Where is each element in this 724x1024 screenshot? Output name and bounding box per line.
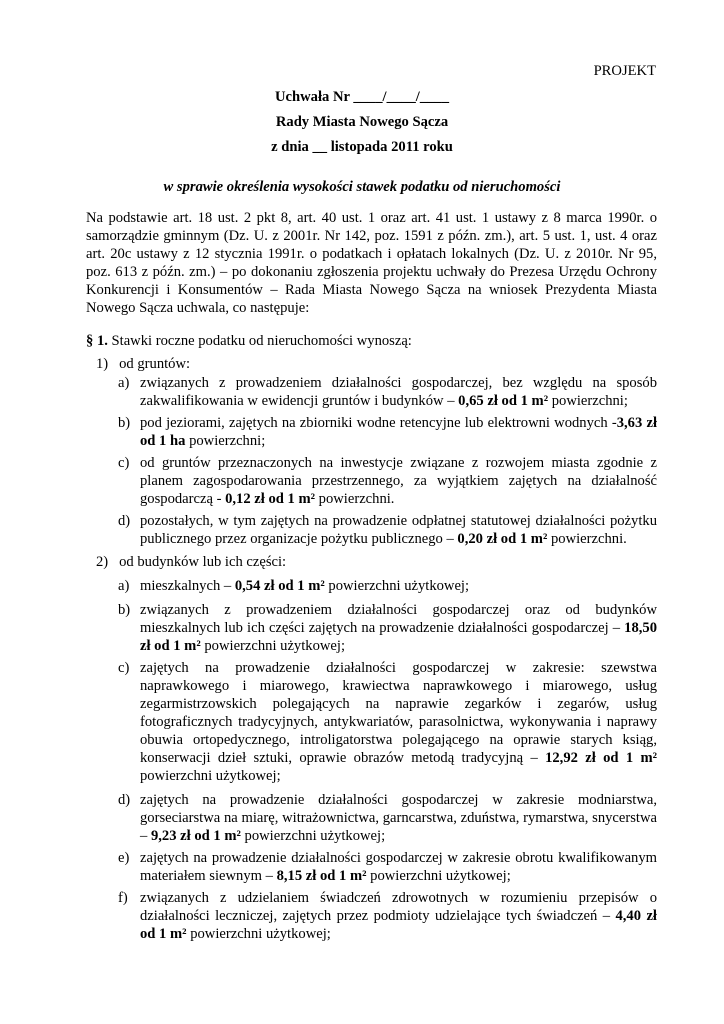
rate-value: 4,40 zł od 1 m² bbox=[140, 908, 657, 942]
rate-value: 0,20 zł od 1 m² bbox=[457, 531, 548, 547]
list-item-2b bbox=[118, 601, 657, 655]
item-text: pod jeziorami, zajętych na zbiorniki wodne retencyjne lub elektrowni wodnych - bbox=[140, 415, 617, 431]
item-tail: powierzchni użytkowej; bbox=[200, 638, 346, 654]
item-tail: powierzchni. bbox=[315, 491, 395, 507]
group-1-label: 1) bbox=[96, 356, 109, 372]
rate-value: 8,15 zł od 1 m² bbox=[276, 868, 367, 884]
item-label: b) bbox=[118, 415, 131, 431]
item-text: pozostałych, w tym zajętych na prowadzenie odpłatnej statutowej działalności pożytku publicznego przez organizacje pożytku publicznego – bbox=[140, 513, 657, 547]
item-tail: powierzchni; bbox=[185, 433, 266, 449]
rate-value: 3,63 zł od 1 ha bbox=[140, 415, 657, 449]
item-label: a) bbox=[118, 375, 130, 391]
item-tail: powierzchni. bbox=[547, 531, 627, 547]
list-item-1c bbox=[118, 454, 657, 508]
list-item-1d bbox=[118, 512, 657, 548]
projekt-label: PROJEKT bbox=[593, 63, 656, 79]
item-label: c) bbox=[118, 455, 130, 471]
list-item-1a bbox=[118, 374, 657, 410]
item-label: f) bbox=[118, 890, 128, 906]
list-item-2d bbox=[118, 791, 657, 845]
list-item-2f bbox=[118, 889, 657, 943]
item-label: a) bbox=[118, 578, 130, 594]
item-tail: powierzchni użytkowej; bbox=[186, 926, 331, 942]
resolution-date: z dnia __ listopada 2011 roku bbox=[271, 139, 453, 155]
council-name: Rady Miasta Nowego Sącza bbox=[275, 114, 449, 130]
rate-value: 0,65 zł od 1 m² bbox=[458, 393, 549, 409]
list-item-2e bbox=[118, 849, 657, 885]
item-label: b) bbox=[118, 602, 131, 618]
list-item-1b bbox=[118, 414, 657, 450]
rate-value: 18,50 zł od 1 m² bbox=[140, 620, 657, 654]
item-text: mieszkalnych – bbox=[140, 578, 235, 594]
section-1-heading bbox=[86, 332, 412, 350]
item-tail: powierzchni użytkowej; bbox=[240, 828, 386, 844]
group-2-label: 2) bbox=[96, 554, 109, 570]
item-tail: powierzchni; bbox=[548, 393, 628, 409]
item-label: d) bbox=[118, 513, 131, 529]
group-1-text: od gruntów: bbox=[119, 356, 191, 372]
item-tail: powierzchni użytkowej; bbox=[324, 578, 470, 594]
item-text: zajętych na prowadzenie działalności gospodarczej w zakresie modniarstwa, gorseciarstwa na miarę, witrażownictwa, garncarstwa, zduństwa, rymarstwa, snycerstwa – bbox=[140, 792, 657, 844]
rate-value: 0,12 zł od 1 m² bbox=[225, 491, 316, 507]
item-text: związanych z prowadzeniem działalności gospodarczej oraz od budynków mieszkalnych lub ich części zajętych na prowadzenie działalności gospodarczej – bbox=[140, 602, 657, 636]
rate-value: 0,54 zł od 1 m² bbox=[234, 578, 325, 594]
item-label: d) bbox=[118, 792, 131, 808]
section-mark: § 1. bbox=[86, 333, 108, 349]
list-item-2c bbox=[118, 659, 657, 785]
resolution-number: Uchwała Nr ____/____/____ bbox=[274, 89, 450, 105]
rate-value: 9,23 zł od 1 m² bbox=[150, 828, 241, 844]
rate-value: 12,92 zł od 1 m² bbox=[545, 750, 657, 766]
legal-basis-paragraph: Na podstawie art. 18 ust. 2 pkt 8, art. 40 ust. 1 oraz art. 41 ust. 1 ustawy z 8 marca 1990r. o samorządzie gminnym (Dz. U. z 2001r. Nr 142, poz. 1591 z późn. zm.), art. 5 ust. 1, ust. 4 oraz art. 20c ustawy z 12 stycznia 1991r. o podatkach i opłatach lokalnych (Dz. U. z 2010r. Nr 95, poz. 613 z późn. zm.) – po dokonaniu zgłoszenia projektu uchwały do Prezesa Urzędu Ochrony Konkurencji i Konsumentów – Rada Miasta Nowego Sącza na wniosek Prezydenta Miasta Nowego Sącza uchwala, co następuje: bbox=[86, 210, 657, 316]
group-2-heading bbox=[96, 553, 286, 571]
item-tail: powierzchni użytkowej; bbox=[366, 868, 511, 884]
list-item-2a bbox=[118, 577, 657, 595]
item-label: c) bbox=[118, 660, 130, 676]
section-text: Stawki roczne podatku od nieruchomości wynoszą: bbox=[107, 333, 412, 349]
item-label: e) bbox=[118, 850, 130, 866]
item-tail: powierzchni użytkowej; bbox=[140, 768, 281, 784]
group-2-text: od budynków lub ich części: bbox=[119, 554, 287, 570]
resolution-subject: w sprawie określenia wysokości stawek podatku od nieruchomości bbox=[163, 179, 561, 195]
item-text: zajętych na prowadzenie działalności gospodarczej w zakresie obrotu kwalifikowanym materiałem siewnym – bbox=[140, 850, 657, 884]
item-text: związanych z udzielaniem świadczeń zdrowotnych w rozumieniu przepisów o działalności leczniczej, zajętych przez podmioty udzielające tych świadczeń – bbox=[140, 890, 657, 924]
item-text: od gruntów przeznaczonych na inwestycje związane z rozwojem miasta zgodnie z planem zagospodarowania przestrzennego, za wyjątkiem zajętych na działalność gospodarczą - bbox=[140, 455, 657, 507]
group-1-heading bbox=[96, 355, 190, 373]
item-text: zajętych na prowadzenie działalności gospodarczej w zakresie: szewstwa naprawkowego i miarowego, krawiectwa naprawkowego i miarowego, usług zegarmistrzowskich polegających na naprawie zegarków i zegarów, usług fotograficznych tradycyjnych, antykwariatów, parasolnictwa, wykonywania i naprawy obuwia ortopedycznego, introligatorstwa polegającego na oprawie starych ksiąg, konserwacji dzieł sztuki, oprawie obrazów metodą tradycyjną – bbox=[140, 660, 657, 766]
item-text: związanych z prowadzeniem działalności gospodarczej, bez względu na sposób zakwalifikowania w ewidencji gruntów i budynków – bbox=[140, 375, 657, 409]
